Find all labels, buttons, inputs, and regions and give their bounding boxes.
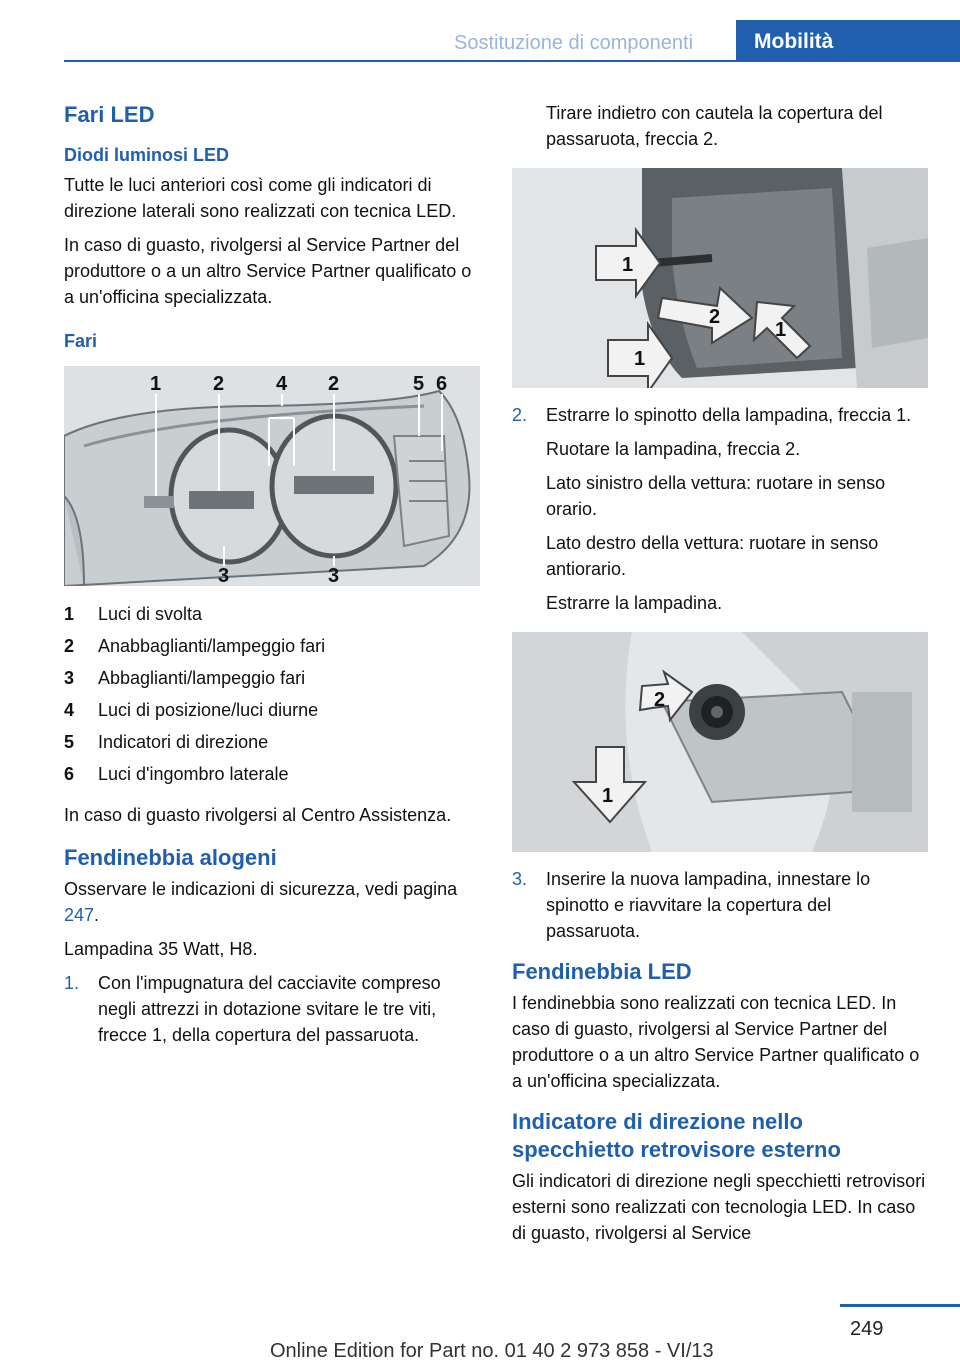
heading-diodi-led: Diodi luminosi LED bbox=[64, 145, 229, 165]
callout-4: 4 bbox=[276, 373, 288, 395]
paragraph-fendinebbia-led: I fendinebbia sono realizzati con tecnica LED. In caso di guasto, rivolgersi al Service Partner del produttore o a un altro Service Partner qualificato o a un'officina specializzata. bbox=[512, 993, 920, 1091]
steps-list-right-b bbox=[512, 866, 928, 944]
callout-6: 6 bbox=[436, 373, 448, 395]
legend-item: 1 Luci di svolta bbox=[64, 604, 203, 624]
callout-5: 5 bbox=[413, 373, 425, 395]
left-column bbox=[64, 100, 480, 1056]
bulb-illustration bbox=[512, 632, 928, 852]
arrow-label-b1: 1 bbox=[602, 785, 614, 807]
heading-indicatore-specchietto: Indicatore di direzione nello specchietto retrovisore esterno bbox=[512, 1109, 841, 1162]
header-rule bbox=[64, 60, 960, 62]
steps-list-right-a bbox=[512, 402, 928, 624]
paragraph-pull-cover: Tirare indietro con cautela la copertura del passaruota, freccia 2. bbox=[546, 103, 883, 149]
wheel-arch-illustration bbox=[512, 168, 928, 388]
paragraph-indicatore: Gli indicatori di direzione negli specchietti retrovisori esterni sono realizzati con tecnologia LED. In caso di guasto, rivolgersi al Service bbox=[512, 1171, 926, 1243]
legend-item: 6 Luci d'ingombro laterale bbox=[64, 764, 289, 784]
legend-item: 3 Abbaglianti/lampeggio fari bbox=[64, 668, 306, 688]
section-title: Sostituzione di componenti bbox=[454, 32, 694, 54]
footer-rule bbox=[840, 1304, 960, 1307]
heading-fari: Fari bbox=[64, 331, 98, 351]
page-number: 249 bbox=[850, 1318, 884, 1340]
heading-fendinebbia-led: Fendinebbia LED bbox=[512, 959, 692, 984]
edition-note: Online Edition for Part no. 01 40 2 973 858 - VI/13 bbox=[270, 1340, 714, 1362]
headlight-legend bbox=[64, 598, 480, 790]
arrow-label-1c: 1 bbox=[775, 319, 787, 341]
arrow-label-2: 2 bbox=[709, 306, 721, 328]
headlight-figure bbox=[64, 366, 480, 586]
callout-3: 3 bbox=[218, 565, 230, 586]
callout-2: 2 bbox=[213, 373, 225, 395]
wheel-arch-figure bbox=[512, 168, 928, 388]
heading-fendinebbia-alogeni: Fendinebbia alogeni bbox=[64, 845, 277, 870]
callout-2b: 2 bbox=[328, 373, 340, 395]
heading-fari-led: Fari LED bbox=[64, 102, 155, 127]
paragraph-safety-ref: Osservare le indicazioni di sicurezza, vedi pagina 247. bbox=[64, 879, 458, 925]
arrow-label-1b: 1 bbox=[634, 348, 646, 370]
legend-item: 2 Anabbaglianti/lampeggio fari bbox=[64, 636, 326, 656]
legend-item: 4 Luci di posizione/luci diurne bbox=[64, 700, 319, 720]
arrow-label-b2: 2 bbox=[654, 689, 666, 711]
page-link[interactable]: 247 bbox=[64, 905, 95, 925]
callout-1: 1 bbox=[150, 373, 162, 395]
headlight-illustration bbox=[64, 366, 480, 586]
step-item: 2. Estrarre lo spinotto della lampadina, freccia 1. Ruotare la lampadina, freccia 2. Lato sinistro della vettura: ruotare in senso orario. Lato destro della vettura: ruotare in senso antiorario. Estrarre la lampadina. bbox=[512, 405, 912, 613]
legend-item: 5 Indicatori di direzione bbox=[64, 732, 269, 752]
callout-3b: 3 bbox=[328, 565, 340, 586]
right-column bbox=[512, 100, 928, 1254]
bulb-figure bbox=[512, 632, 928, 852]
page-header bbox=[0, 0, 960, 62]
chapter-tab: Mobilità bbox=[736, 20, 960, 62]
paragraph-bulb-spec: Lampadina 35 Watt, H8. bbox=[64, 939, 258, 959]
steps-list-left bbox=[64, 970, 480, 1048]
paragraph-service-center: In caso di guasto rivolgersi al Centro Assistenza. bbox=[64, 805, 452, 825]
step-item: 3. Inserire la nuova lampadina, innestare lo spinotto e riavvitare la copertura del passaruota. bbox=[512, 869, 871, 941]
step-item: 1. Con l'impugnatura del cacciavite compreso negli attrezzi in dotazione svitare le tre viti, frecce 1, della copertura del passaruota. bbox=[64, 973, 441, 1045]
paragraph-led-intro: Tutte le luci anteriori così come gli indicatori di direzione laterali sono realizzati con tecnica LED. bbox=[64, 175, 457, 221]
arrow-label-1: 1 bbox=[622, 254, 634, 276]
paragraph-led-service: In caso di guasto, rivolgersi al Service Partner del produttore o a un altro Service Partner qualificato o a un'officina specializzata. bbox=[64, 235, 472, 307]
